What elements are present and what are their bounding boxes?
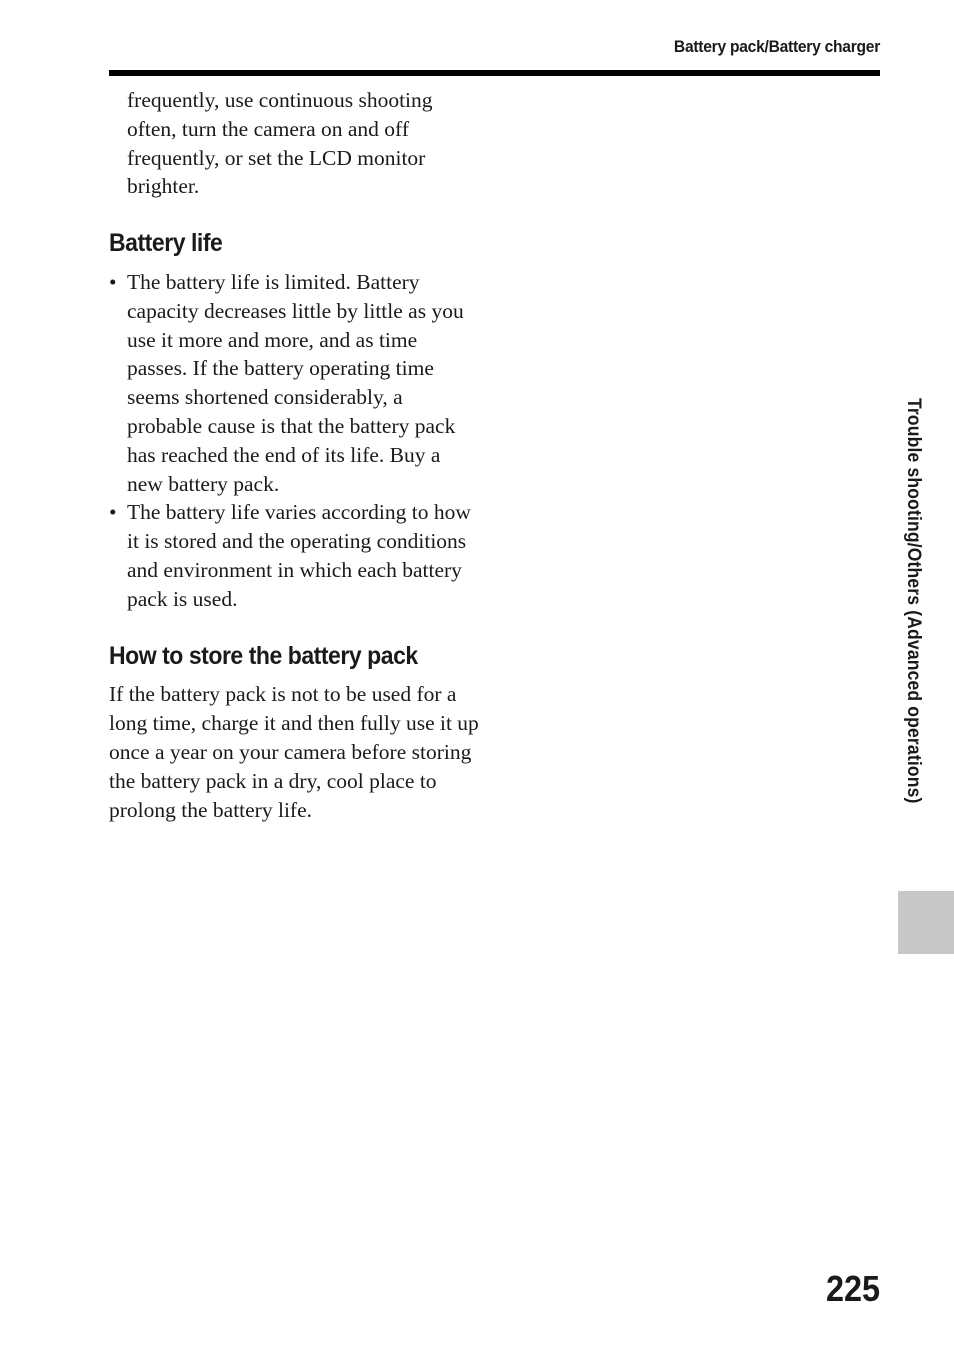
side-tab-label: Trouble shooting/Others (Advanced operations) [903,398,924,804]
section-heading-store-battery: How to store the battery pack [109,641,418,670]
running-header: Battery pack/Battery charger [673,37,880,56]
page-number: 225 [825,1268,880,1309]
battery-life-list [109,268,479,614]
store-battery-paragraph: If the battery pack is not to be used for a long time, charge it and then fully use it up once a year on your camera before storing the battery pack in a dry, cool place to prolong the battery life. [109,682,479,822]
bullet-glyph: • [109,500,117,525]
list-item [109,268,479,498]
section-heading-battery-life: Battery life [109,229,223,258]
bullet-glyph: • [109,269,117,294]
header-rule [109,70,880,76]
list-item-text: The battery life varies according to how it is stored and the operating conditions and environment in which each battery pack is used. [127,500,471,611]
list-item [109,498,479,613]
main-column [109,86,479,824]
side-tab-marker [898,891,954,954]
list-item-text: The battery life is limited. Battery capacity decreases little by little as you use it more and more, and as time passes. If the battery operating time seems shortened considerably, a probable cause is that the battery pack has reached the end of its life. Buy a new battery pack. [127,269,464,496]
continuation-paragraph: frequently, use continuous shooting often, turn the camera on and off frequently, or set the LCD monitor brighter. [127,88,433,199]
